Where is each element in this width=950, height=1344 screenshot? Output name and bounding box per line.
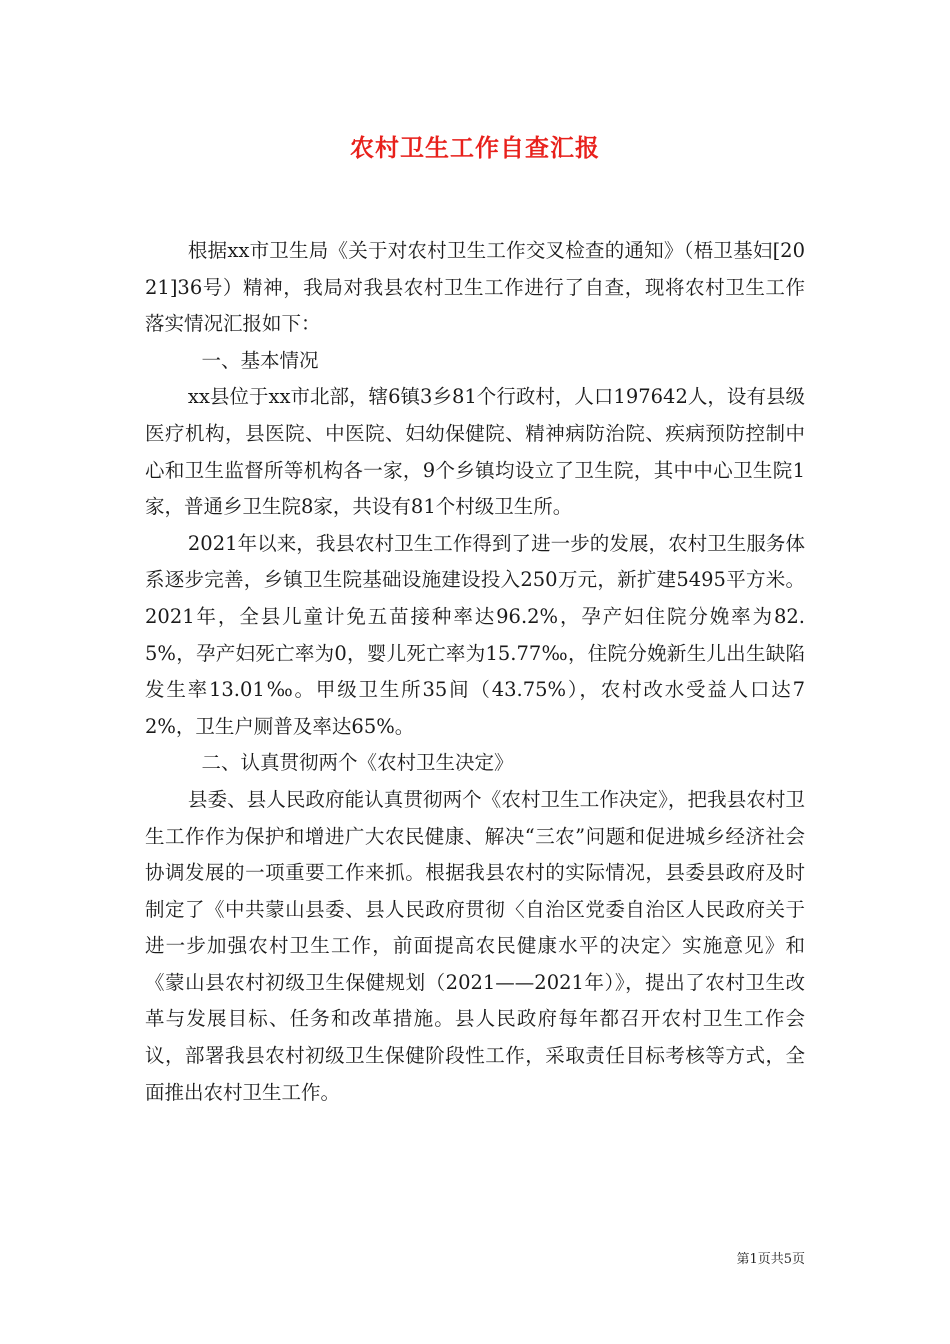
intro-paragraph: 根据xx市卫生局《关于对农村卫生工作交叉检查的通知》（梧卫基妇[2021]36号）精神，我局对我县农村卫生工作进行了自查，现将农村卫生工作落实情况汇报如下：: [145, 239, 805, 336]
document-title: 农村卫生工作自查汇报: [350, 133, 600, 162]
progress-paragraph: 2021年以来，我县农村卫生工作得到了进一步的发展，农村卫生服务体系逐步完善，乡镇卫生院基础设施建设投入250万元，新扩建5495平方米。2021年，全县儿童计免五苗接种率达96.2%，孕产妇住院分娩率为82.5%，孕产妇死亡率为0，婴儿死亡率为15.77‰，住院分娩新生儿出生缺陷发生率13.01‰。甲级卫生所35间（43.75%），农村改水受益人口达72%，卫生户厕普及率达65%。: [145, 531, 805, 738]
page-number: 第1页共5页: [736, 1252, 805, 1267]
basic-situation-paragraph: xx县位于xx市北部，辖6镇3乡81个行政村，人口197642人，设有县级医疗机构，县医院、中医院、妇幼保健院、精神病防治院、疾病预防控制中心和卫生监督所等机构各一家，9个乡镇均设立了卫生院，其中中心卫生院1家，普通乡卫生院8家，共设有81个村级卫生所。: [145, 385, 805, 519]
section-heading-implementation: 二、认真贯彻两个《农村卫生决定》: [201, 751, 514, 775]
implementation-paragraph: 县委、县人民政府能认真贯彻两个《农村卫生工作决定》，把我县农村卫生工作作为保护和增进广大农民健康、解决“三农”问题和促进城乡经济社会协调发展的一项重要工作来抓。根据我县农村的实际情况，县委县政府及时制定了《中共蒙山县委、县人民政府贯彻〈自治区党委自治区人民政府关于进一步加强农村卫生工作，前面提高农民健康水平的决定〉实施意见》和《蒙山县农村初级卫生保健规划（2021——2021年）》，提出了农村卫生改革与发展目标、任务和改革措施。县人民政府每年都召开农村卫生工作会议，部署我县农村初级卫生保健阶段性工作，采取责任目标考核等方式，全面推出农村卫生工作。: [145, 787, 805, 1104]
document-body: [145, 233, 805, 1111]
section-heading-basic-situation: 一、基本情况: [201, 348, 319, 372]
